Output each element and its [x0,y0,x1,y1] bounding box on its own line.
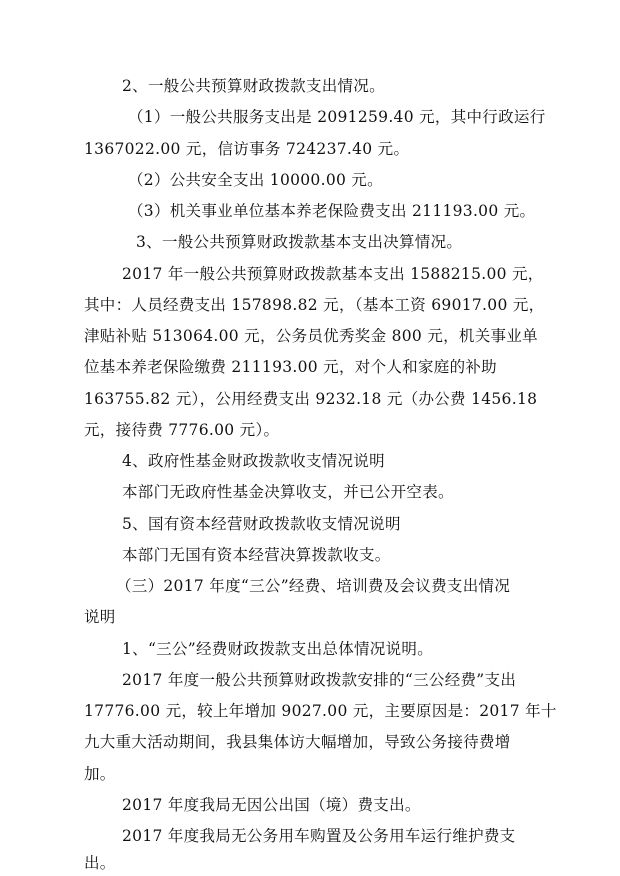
paragraph-line: 1367022.00 元，信访事务 724237.40 元。 [84,140,410,158]
section-heading: 说明 [84,608,116,626]
paragraph-line: 163755.82 元），公用经费支出 9232.18 元（办公费 1456.18 [84,390,538,408]
paragraph-line: 本部门无国有资本经营决算拨款收支。 [122,546,391,564]
paragraph-line: 3、一般公共预算财政拨款基本支出决算情况。 [136,233,463,251]
paragraph-line: 元，接待费 7776.00 元）。 [84,421,280,439]
section-heading: 5、国有资本经营财政拨款收支情况说明 [122,515,401,533]
paragraph-line: 2、一般公共预算财政拨款支出情况。 [122,77,385,95]
paragraph-line: 本部门无政府性基金决算收支，并已公开空表。 [122,483,454,501]
paragraph-line: 加。 [84,765,116,783]
paragraph-line: （2）公共安全支出 10000.00 元。 [128,171,383,189]
paragraph-line: 2017 年一般公共预算财政拨款基本支出 1588215.00 元， [122,265,544,283]
paragraph-line: 2017 年度我局无公务用车购置及公务用车运行维护费支 [122,827,516,845]
paragraph-line: （3）机关事业单位基本养老保险费支出 211193.00 元。 [128,202,536,220]
paragraph-line: 2017 年度一般公共预算财政拨款安排的“三公经费”支出 [122,671,517,689]
paragraph-line: 2017 年度我局无因公出国（境）费支出。 [122,796,421,814]
paragraph-line: 17776.00 元，较上年增加 9027.00 元，主要原因是：2017 年十 [84,702,557,720]
paragraph-line: （1）一般公共服务支出是 2091259.40 元，其中行政运行 [128,108,546,126]
paragraph-line: 津贴补贴 513064.00 元，公务员优秀奖金 800 元，机关事业单 [84,327,538,345]
section-heading: （三）2017 年度“三公”经费、培训费及会议费支出情况 [116,577,511,595]
paragraph-line: 九大重大活动期间，我县集体访大幅增加，导致公务接待费增 [84,733,511,751]
section-heading: 4、政府性基金财政拨款收支情况说明 [122,452,385,470]
paragraph-line: 其中：人员经费支出 157898.82 元，（基本工资 69017.00 元， [84,296,545,314]
section-heading: 1、“三公”经费财政拨款支出总体情况说明。 [122,640,434,658]
paragraph-line: 出。 [84,854,116,872]
paragraph-line: 位基本养老保险缴费 211193.00 元，对个人和家庭的补助 [84,358,497,376]
